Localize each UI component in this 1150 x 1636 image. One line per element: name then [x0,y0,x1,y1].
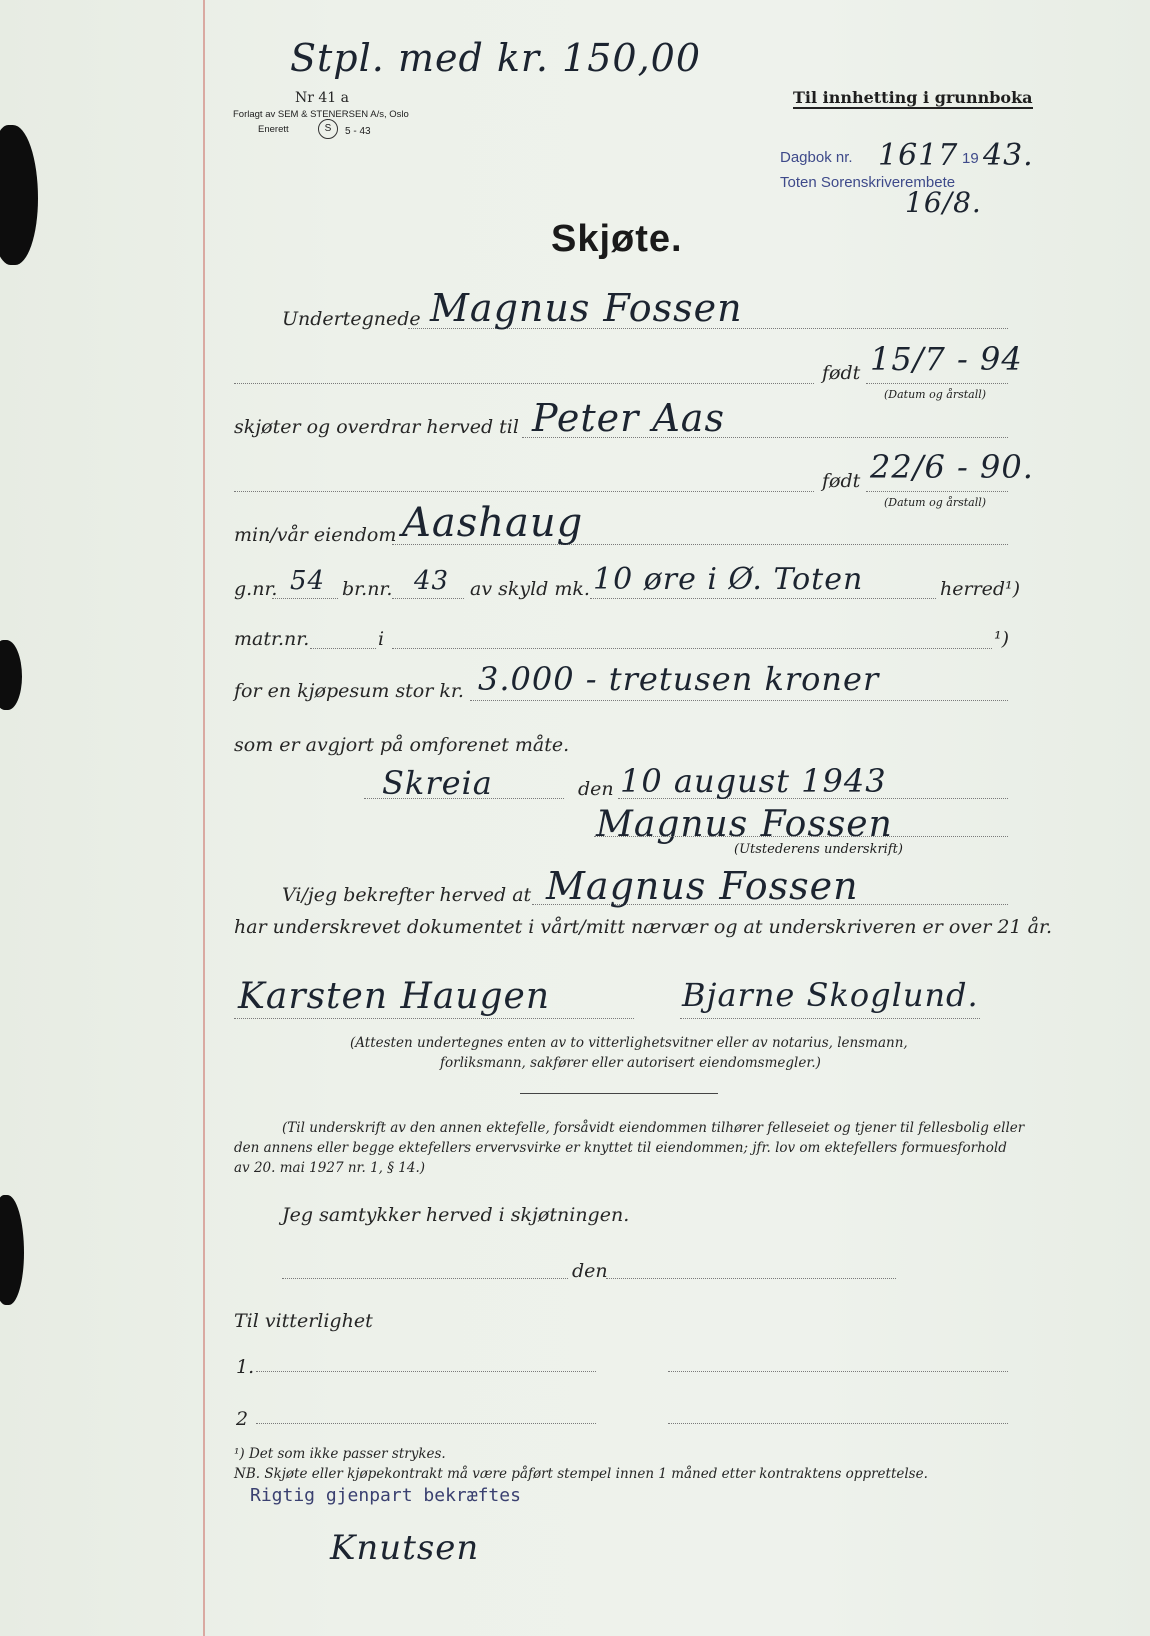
stamp-date: 16/8. [905,186,982,219]
matr-note: ¹) [994,628,1010,650]
samtykke-date-line [606,1278,896,1279]
spouse-note-line1: (Til underskrift av den annen ektefelle, forsåvidt eiendommen tilhører felleseiet og tjener til fellesbolig eller [282,1120,1025,1136]
undertegnede-value: Magnus Fossen [430,286,743,330]
certification-signature: Knutsen [330,1528,480,1568]
signature-line [594,836,1008,837]
page-edge-shadow [0,640,22,710]
skjoter-label: skjøter og overdrar herved til [234,416,519,438]
publisher-line: Forlagt av SEM & STENERSEN A/s, Oslo [233,109,409,120]
utsteder-note: (Utstederens underskrift) [734,842,903,857]
kjopesum-label: for en kjøpesum stor kr. [234,680,464,702]
page-edge-shadow [0,1195,24,1305]
kjopesum-value: 3.000 - tretusen kroner [478,660,880,698]
vitterlighet-line-1a [256,1371,596,1372]
bekrefter-label: Vi/jeg bekrefter herved at [282,884,532,906]
skjoter-value: Peter Aas [532,396,725,440]
den-label: den [578,778,614,800]
avgjort-text: som er avgjort på omforenet måte. [234,734,570,756]
certification-stamp: Rigtig gjenpart bekræftes [250,1485,521,1506]
datum-note: (Datum og årstall) [884,496,987,509]
witness2-signature: Bjarne Skoglund. [682,976,979,1014]
vitterlighet-number-1: 1. [236,1356,255,1378]
underskrevet-text: har underskrevet dokumentet i vårt/mitt nærvær og at underskriveren er over 21 år. [234,916,1052,938]
gnr-line [272,598,338,599]
margin-line [203,0,205,1636]
skyld-value: 10 øre i Ø. Toten [593,562,864,597]
dagbok-number: 1617 [878,138,959,173]
fodt1-line [866,383,1008,384]
skyld-label: av skyld mk. [470,578,590,600]
fodt1-leading-line [234,383,814,384]
vitterlighet-label: Til vitterlighet [234,1310,373,1332]
datum-note: (Datum og årstall) [884,388,987,401]
dagbok-year-prefix: 19 [962,150,979,167]
samtykke-text: Jeg samtykker herved i skjøtningen. [282,1204,630,1226]
witness1-line [234,1018,634,1019]
vitterlighet-line-2b [668,1423,1008,1424]
skyld-line [590,598,936,599]
spouse-note-line2: den annens eller begge ektefellers ervervsvirke er knyttet til eiendommen; jfr. lov om ektefellers formuesforhold [234,1140,1007,1156]
fodt2-label: født [822,470,861,492]
document-title: Skjøte. [551,218,683,260]
attest-note-line1: (Attesten undertegnes enten av to vitterlighetsvitner eller av notarius, lensmann, [350,1035,908,1051]
gnr-value: 54 [290,566,326,596]
kjopesum-line [470,700,1008,701]
matr-line [310,648,376,649]
place-value: Skreia [382,764,493,802]
footnote-1: ¹) Det som ikke passer strykes. [234,1446,446,1462]
handwritten-stamp-fee: Stpl. med kr. 150,00 [290,36,702,80]
matr-i-label: i [378,628,385,650]
page-edge-shadow [0,125,38,265]
fodt1-label: født [822,362,861,384]
dagbok-label: Dagbok nr. [780,149,853,166]
footnote-nb: NB. Skjøte eller kjøpekontrakt må være påført stempel innen 1 måned etter kontraktens opprettelse. [234,1466,928,1482]
form-number: Nr 41 a [295,90,350,106]
matr-label: matr.nr. [234,628,310,650]
samtykke-den-label: den [572,1260,608,1282]
attest-note-line2: forliksmann, sakfører eller autorisert eiendomsmegler.) [440,1055,821,1071]
fodt2-leading-line [234,491,814,492]
bnr-line [392,598,464,599]
witness1-signature: Karsten Haugen [238,976,551,1017]
vitterlighet-line-1b [668,1371,1008,1372]
dagbok-year-suffix: 43. [983,138,1034,173]
undertegnede-label: Undertegnede [282,308,421,330]
bnr-label: br.nr. [342,578,393,600]
samtykke-place-line [282,1278,568,1279]
bekrefter-value: Magnus Fossen [546,864,859,908]
section-divider [520,1093,718,1094]
herred-label: herred¹) [940,578,1021,600]
vitterlighet-line-2a [256,1423,596,1424]
date-value: 10 august 1943 [620,762,887,800]
spouse-note-line3: av 20. mai 1927 nr. 1, § 14.) [234,1160,426,1176]
witness2-line [680,1018,980,1019]
vitterlighet-number-2: 2 [236,1408,249,1430]
header-right-label: Til innhetting i grunnboka [793,88,1033,107]
publisher-logo-icon: S [318,119,338,139]
eiendom-label: min/vår eiendom [234,524,397,546]
issuer-signature: Magnus Fossen [596,804,893,845]
fodt1-value: 15/7 - 94 [870,340,1023,378]
fodt2-value: 22/6 - 90. [870,448,1034,486]
fodt2-line [866,491,1008,492]
enerett-label: Enerett [258,124,289,135]
eiendom-value: Aashaug [402,500,584,546]
gnr-label: g.nr. [234,578,278,600]
bnr-value: 43 [414,566,450,596]
matr-i-line [392,648,992,649]
form-date: 5 - 43 [345,126,371,137]
office-stamp: Toten Sorenskriverembete [780,174,956,191]
